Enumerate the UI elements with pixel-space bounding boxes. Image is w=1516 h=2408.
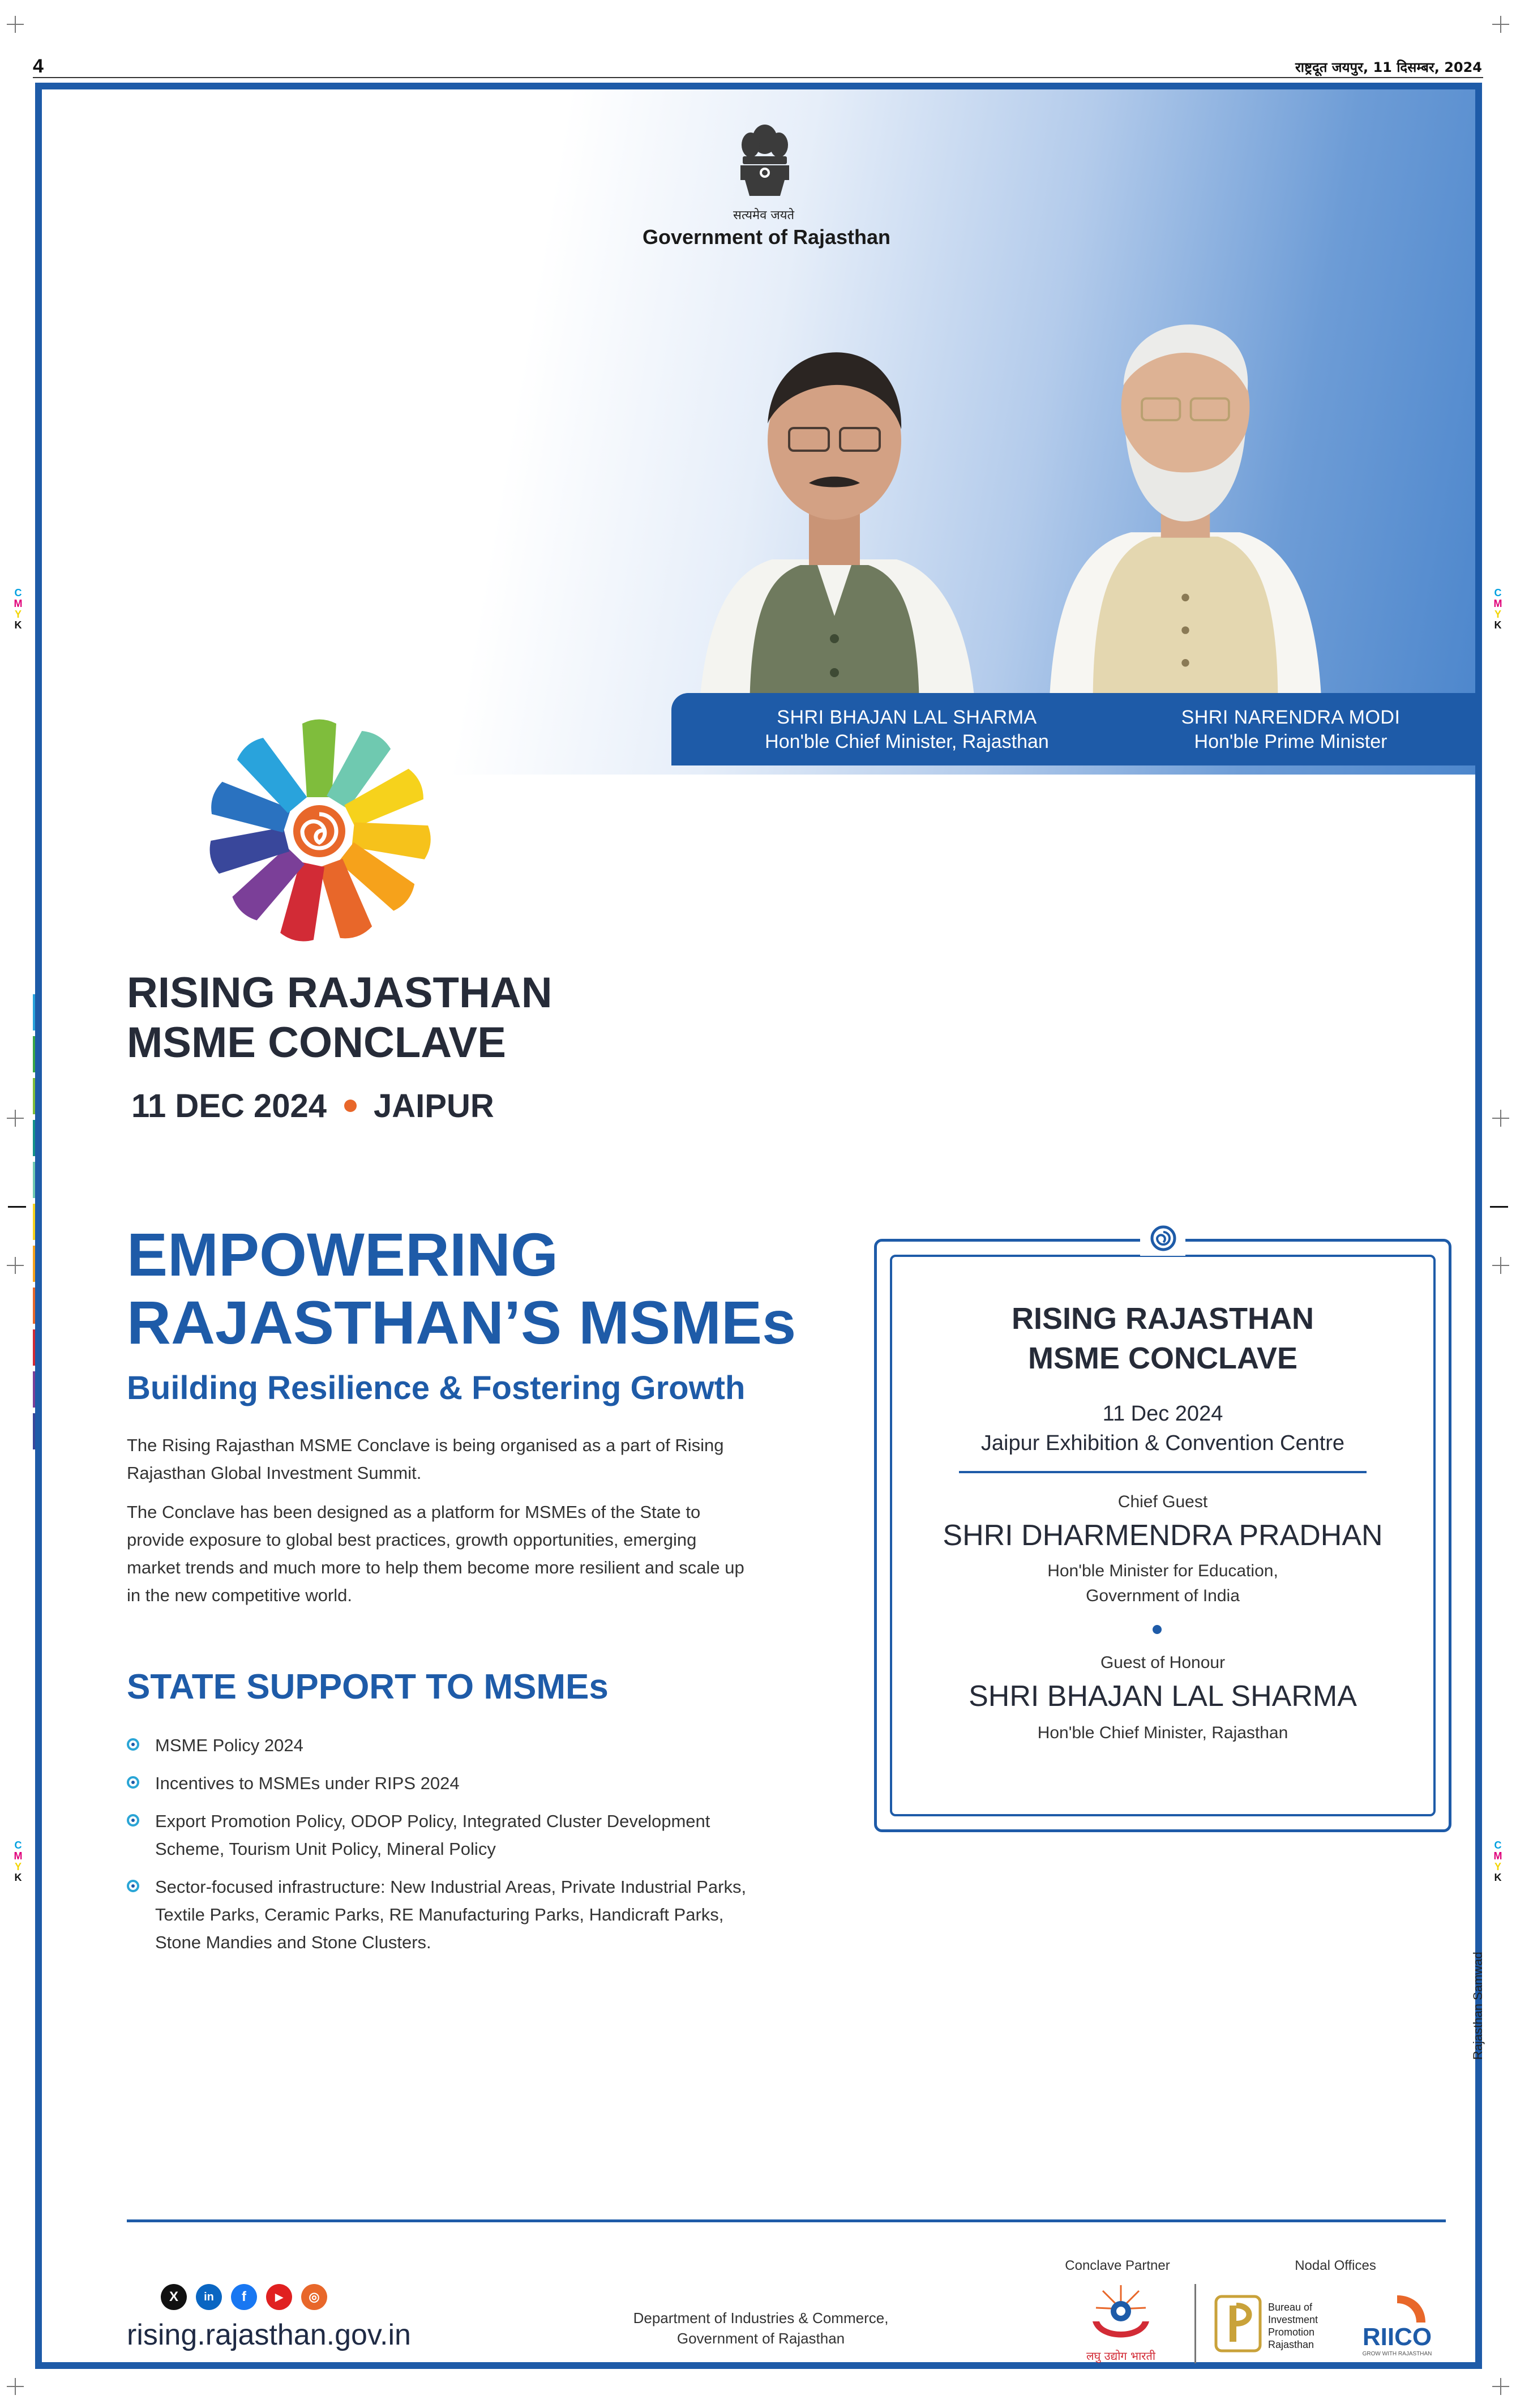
page-number: 4 [33,55,44,77]
swirl-icon [1150,1225,1176,1251]
facebook-icon[interactable]: f [231,2284,257,2310]
event-name-line2: MSME CONCLAVE [127,1019,506,1067]
cmyk-marker: C M Y K [14,587,23,631]
list-item: Export Promotion Policy, ODOP Policy, Integrated Cluster Development Scheme, Tourism Unit Policy, Mineral Policy [127,1807,766,1863]
chief-guest-name: SHRI DHARMENDRA PRADHAN [943,1519,1383,1552]
registration-mark [1492,16,1509,33]
nodal-offices-label: Nodal Offices [1295,2258,1376,2273]
vertical-credit: Rajasthan Samwad [1471,1952,1485,2060]
cmyk-marker: C M Y K [14,1840,23,1883]
laghu-udyog-bharati-logo [1076,2281,1166,2366]
support-section-title: STATE SUPPORT TO MSMEs [127,1667,609,1706]
chief-minister-portrait [687,299,982,718]
logo-separator [1194,2284,1196,2363]
department-credit: Department of Industries & Commerce, Government of Rajasthan [633,2309,889,2347]
svg-text:GROW WITH RAJASTHAN: GROW WITH RAJASTHAN [1362,2351,1432,2357]
card-date: 11 Dec 2024 [1102,1402,1223,1426]
event-city: JAIPUR [374,1088,494,1124]
government-title: Government of Rajasthan [642,225,891,249]
ashoka-emblem-icon [728,117,802,219]
prime-minister-portrait [1038,282,1333,701]
riico-logo [1357,2291,1437,2359]
bullet-icon [127,1880,139,1892]
bullet-icon [127,1814,139,1827]
card-venue: Jaipur Exhibition & Convention Centre [980,1431,1345,1455]
separator-dot [1153,1625,1162,1634]
list-item: Incentives to MSMEs under RIPS 2024 [127,1769,766,1797]
fold-mark [1490,1206,1508,1208]
support-list [127,1731,766,1966]
leader-name: SHRI NARENDRA MODI [1181,707,1401,728]
chief-guest-title-line2: Government of India [1086,1586,1240,1605]
emblem-motto: सत्यमेव जयते [733,208,795,223]
registration-mark [7,2378,24,2395]
headline-line1: EMPOWERING [127,1220,559,1289]
leader-caption [726,707,1088,753]
x-icon[interactable]: X [161,2284,187,2310]
list-item: Sector-focused infrastructure: New Industrial Areas, Private Industrial Parks, Textile Parks, Ceramic Parks, RE Manufacturing Parks, Handicraft Parks, Stone Mandies and Stone Clusters. [127,1873,766,1956]
registration-mark [7,16,24,33]
cmyk-marker: C M Y K [1493,1840,1502,1883]
svg-text:लघु उद्योग भारती: लघु उद्योग भारती [1086,2349,1156,2363]
event-date: 11 DEC 2024 [131,1088,327,1124]
conclave-partner-label: Conclave Partner [1065,2258,1170,2273]
registration-mark [1492,1110,1509,1127]
svg-text:RIICO: RIICO [1362,2323,1432,2351]
website-link[interactable]: rising.rajasthan.gov.in [127,2319,411,2351]
bullet-icon [127,1738,139,1751]
card-divider [959,1471,1367,1473]
card-title-line1: RISING RAJASTHAN [1011,1302,1314,1336]
leader-designation: Hon'ble Chief Minister, Rajasthan [765,731,1049,752]
registration-mark [1492,2378,1509,2395]
linkedin-icon[interactable]: in [196,2284,222,2310]
footer-rule [127,2219,1446,2222]
intro-paragraph: The Rising Rajasthan MSME Conclave is being organised as a part of Rising Rajasthan Global Investment Summit. [127,1435,724,1483]
bip-logo-icon [1214,2294,1262,2353]
rising-rajasthan-logo-icon [200,712,438,950]
leader-caption [1110,707,1472,753]
bip-name: Bureau of Investment Promotion Rajasthan [1268,2302,1318,2350]
guest-of-honour-title: Hon'ble Chief Minister, Rajasthan [1037,1723,1288,1742]
bullet-icon [127,1776,139,1789]
leader-name: SHRI BHAJAN LAL SHARMA [777,707,1037,728]
list-item: MSME Policy 2024 [127,1731,766,1759]
chief-guest-title-line1: Hon'ble Minister for Education, [1047,1562,1278,1580]
description-paragraph: The Conclave has been designed as a platform for MSMEs of the State to provide exposure to global best practices, growth opportunities, emerging market trends and much more to help them become more resilient and scale up in the new competitive world. [127,1502,744,1605]
separator-dot [344,1100,357,1112]
card-title-line2: MSME CONCLAVE [1027,1341,1297,1375]
dateline: राष्ट्रदूत जयपुर, 11 दिसम्बर, 2024 [1295,59,1482,75]
subheadline: Building Resilience & Fostering Growth [127,1370,746,1406]
guest-of-honour-label: Guest of Honour [1100,1653,1226,1672]
registration-mark [1492,1257,1509,1274]
registration-mark [7,1257,24,1274]
header-rule [33,77,1483,78]
chief-guest-label: Chief Guest [1117,1492,1208,1511]
instagram-icon[interactable]: ◎ [301,2284,327,2310]
headline-line2: RAJASTHAN’S MSMEs [127,1288,796,1357]
fold-mark [8,1206,26,1208]
leader-designation: Hon'ble Prime Minister [1194,731,1387,752]
registration-mark [7,1110,24,1127]
event-name-line1: RISING RAJASTHAN [127,969,553,1017]
youtube-icon[interactable]: ▶ [266,2284,292,2310]
advertisement-frame [35,83,1485,2369]
guest-of-honour-name: SHRI BHAJAN LAL SHARMA [969,1680,1357,1713]
cmyk-marker: C M Y K [1493,587,1502,631]
